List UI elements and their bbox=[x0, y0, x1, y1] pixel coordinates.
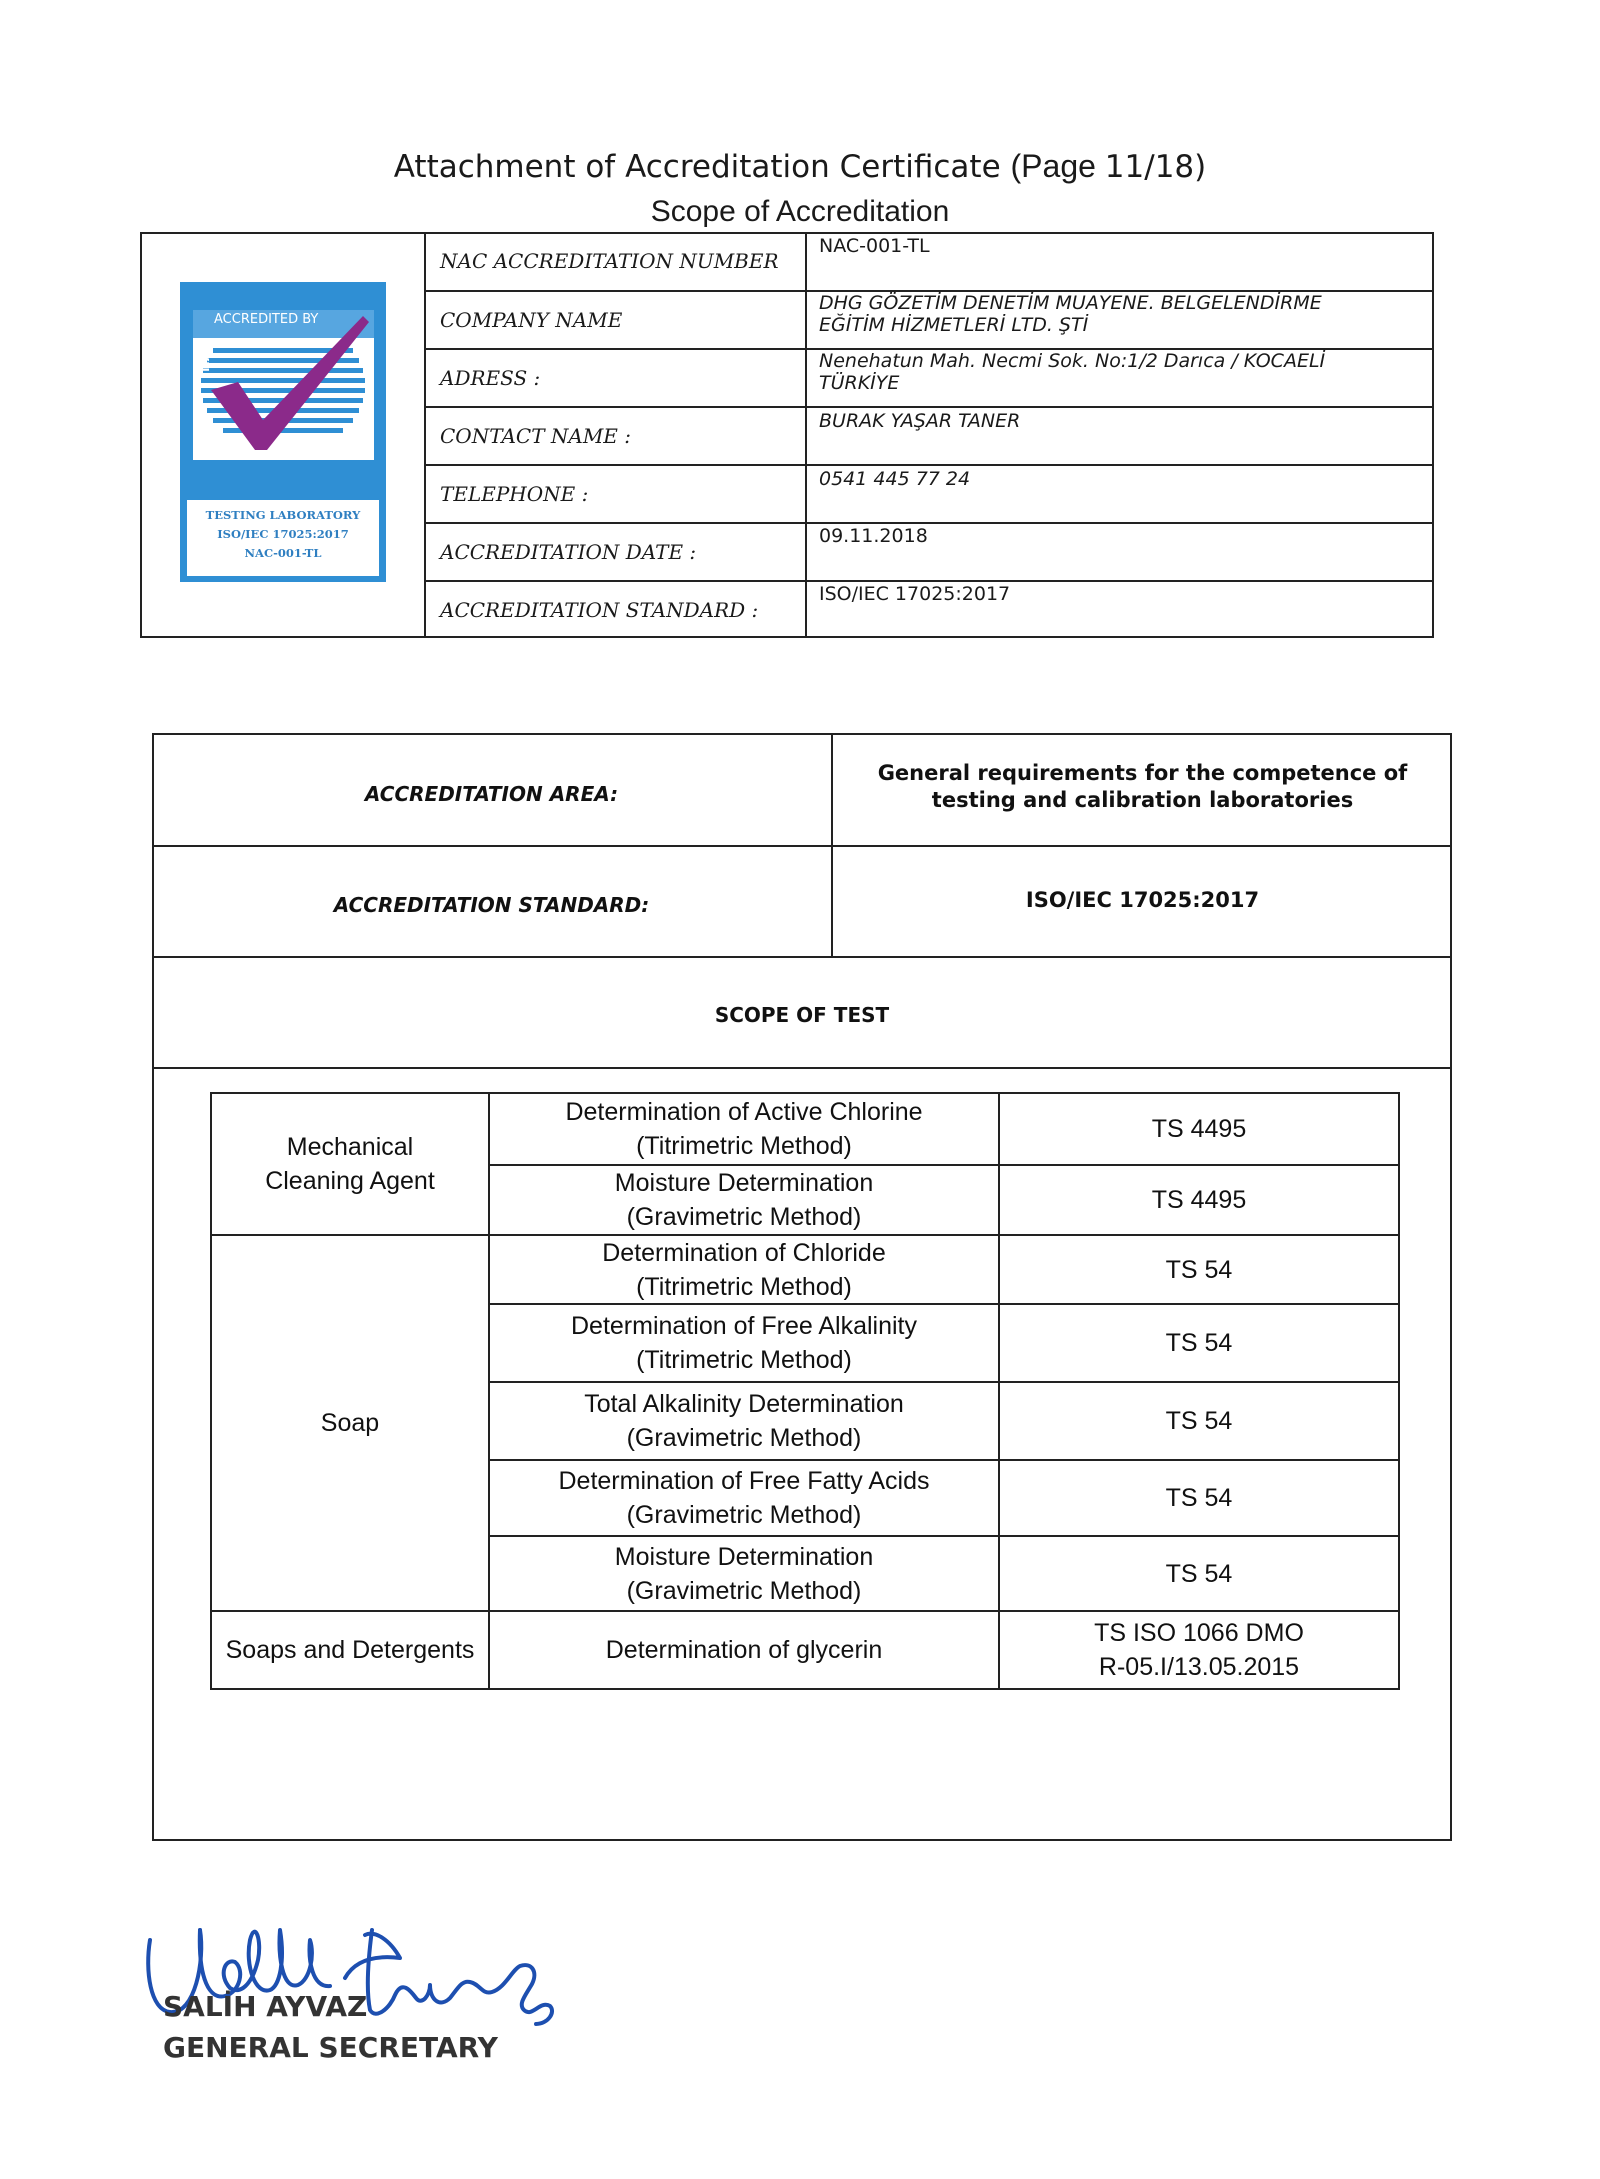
standard-cell: TS 4495 bbox=[1151, 1186, 1247, 1214]
standard-cell: TS 54 bbox=[1165, 1559, 1233, 1588]
label-telephone: TELEPHONE : bbox=[440, 482, 589, 506]
title-text: Attachment of Accreditation Certificate bbox=[393, 149, 1011, 185]
area-row-divider bbox=[152, 845, 1452, 847]
info-row-divider bbox=[426, 522, 1434, 524]
test-cell: Moisture Determination (Gravimetric Method) bbox=[614, 1542, 874, 1605]
test-cell: Moisture Determination (Gravimetric Method) bbox=[614, 1169, 874, 1231]
standard-cell: TS 4495 bbox=[1151, 1115, 1247, 1143]
accredited-by-text: ACCREDITED BY bbox=[214, 312, 319, 327]
area-row-divider bbox=[152, 956, 1452, 958]
info-row-divider bbox=[426, 406, 1434, 408]
info-column-divider bbox=[805, 232, 807, 638]
standard-cell: TS 54 bbox=[1165, 1329, 1233, 1357]
info-row-divider bbox=[426, 464, 1434, 466]
value-accreditation-standard: ISO/IEC 17025:2017 bbox=[819, 583, 1011, 605]
signatory-title: GENERAL SECRETARY bbox=[163, 2031, 498, 2064]
value-accreditation-number: NAC-001-TL bbox=[819, 235, 930, 257]
label-contact-name: CONTACT NAME : bbox=[440, 424, 632, 448]
test-cell: Determination of Active Chlorine (Titrimetric Method) bbox=[565, 1098, 923, 1160]
area-value-line-2: testing and calibration laboratories bbox=[931, 788, 1354, 812]
test-cell: Total Alkalinity Determination (Gravimetric Method) bbox=[584, 1390, 904, 1452]
nac-text: NAC bbox=[198, 341, 213, 372]
address-line-2: TÜRKİYE bbox=[819, 372, 900, 394]
standard-cell: TS 54 bbox=[1165, 1407, 1233, 1435]
label-accreditation-number: NAC ACCREDITATION NUMBER bbox=[440, 249, 779, 273]
logo-line-1: TESTING LABORATORY bbox=[205, 508, 361, 522]
logo-line-3: NAC-001-TL bbox=[244, 546, 322, 560]
standard-cell: TS 54 bbox=[1165, 1484, 1233, 1512]
group-soap: Soap bbox=[320, 1409, 380, 1437]
title-page-label: (Page bbox=[1010, 148, 1105, 184]
company-name-line-2: EĞİTİM HİZMETLERİ LTD. ŞTİ bbox=[819, 314, 1089, 336]
company-name-line-1: DHG GÖZETİM DENETİM MUAYENE. BELGELENDİRME bbox=[819, 292, 1322, 314]
standard-cell: TS ISO 1066 DMO R-05.I/13.05.2015 bbox=[1094, 1619, 1304, 1681]
test-cell: Determination of Free Fatty Acids (Gravimetric Method) bbox=[558, 1467, 930, 1529]
label-area-standard: ACCREDITATION STANDARD: bbox=[333, 893, 650, 917]
label-company-name: COMPANY NAME bbox=[440, 308, 623, 332]
logo-line-2: ISO/IEC 17025:2017 bbox=[217, 527, 349, 541]
value-company-name bbox=[819, 292, 1419, 336]
address-line-1: Nenehatun Mah. Necmi Sok. No:1/2 Darıca / KOCAELİ bbox=[819, 350, 1326, 372]
info-row-divider bbox=[426, 580, 1434, 582]
value-contact-name: BURAK YAŞAR TANER bbox=[819, 410, 1021, 432]
group-mechanical-cleaning-agent: Mechanical Cleaning Agent bbox=[265, 1133, 435, 1195]
label-accreditation-standard: ACCREDITATION STANDARD : bbox=[440, 598, 759, 622]
title-page-number: 11/18) bbox=[1104, 149, 1207, 185]
value-telephone: 0541 445 77 24 bbox=[819, 468, 971, 490]
scope-of-test-title: SCOPE OF TEST bbox=[714, 1003, 890, 1027]
test-cell: Determination of glycerin bbox=[605, 1636, 883, 1664]
value-address bbox=[819, 350, 1419, 394]
logo-label bbox=[187, 500, 379, 576]
label-address: ADRESS : bbox=[440, 366, 541, 390]
test-cell: Determination of Chloride (Titrimetric Method) bbox=[602, 1238, 886, 1301]
label-accreditation-area: ACCREDITATION AREA: bbox=[364, 782, 619, 806]
value-area-standard: ISO/IEC 17025:2017 bbox=[1025, 888, 1260, 912]
page-subtitle: Scope of Accreditation bbox=[650, 195, 950, 228]
signatory-name: SALİH AYVAZ bbox=[163, 1990, 368, 2023]
group-soaps-and-detergents: Soaps and Detergents bbox=[225, 1636, 475, 1664]
check-icon bbox=[193, 310, 374, 460]
value-accreditation-area bbox=[833, 760, 1452, 814]
value-accreditation-date: 09.11.2018 bbox=[819, 525, 928, 547]
area-value-line-1: General requirements for the competence of bbox=[877, 761, 1408, 785]
standard-cell: TS 54 bbox=[1165, 1255, 1233, 1284]
page-title bbox=[0, 148, 1600, 185]
label-accreditation-date: ACCREDITATION DATE : bbox=[440, 540, 697, 564]
area-row-divider bbox=[152, 1067, 1452, 1069]
test-cell: Determination of Free Alkalinity (Titrimetric Method) bbox=[571, 1312, 917, 1374]
